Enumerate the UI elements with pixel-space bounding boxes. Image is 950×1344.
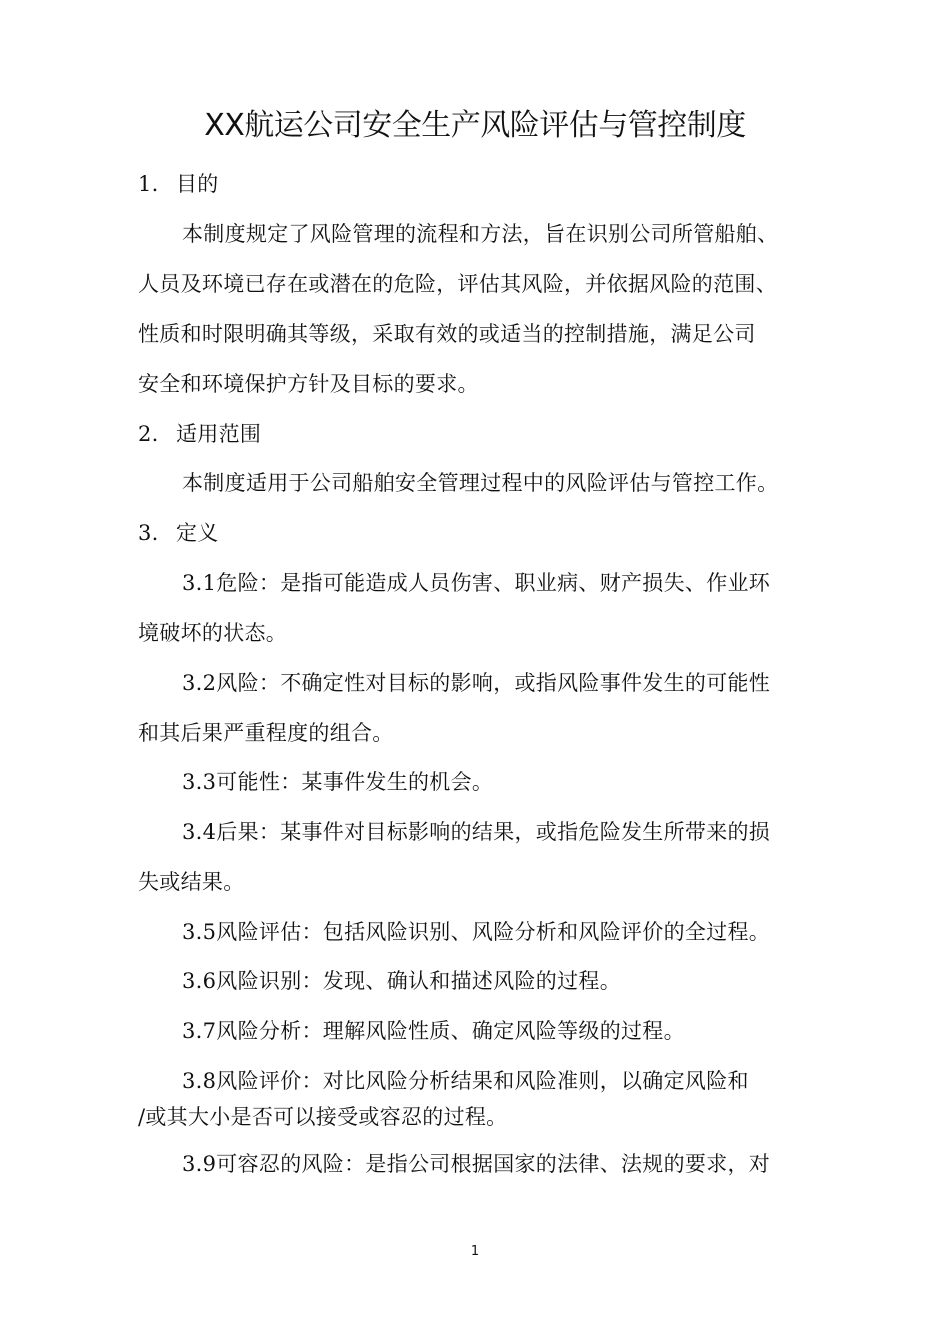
definition-line: 3.9可容忍的风险：是指公司根据国家的法律、法规的要求，对 [182,1152,771,1176]
definition-line: 3.3可能性：某事件发生的机会。 [182,770,494,794]
section-number: 2. [138,422,159,446]
definition-line: 3.5风险评估：包括风险识别、风险分析和风险评价的全过程。 [182,920,771,944]
section-heading-1 [138,168,219,200]
definition-line: 3.6风险识别：发现、确认和描述风险的过程。 [182,969,621,993]
section-title: 适用范围 [176,422,262,446]
section-title: 定义 [176,521,219,545]
section-heading-2 [138,418,261,450]
paragraph-line: 性质和时限明确其等级，采取有效的或适当的控制措施，满足公司 [138,322,756,346]
page-number: 1 [470,1244,480,1259]
paragraph-line: 人员及环境已存在或潜在的危险，评估其风险，并依据风险的范围、 [138,272,777,296]
section-title: 目的 [176,172,219,196]
definition-line: 3.4后果：某事件对目标影响的结果，或指危险发生所带来的损 [182,820,771,844]
paragraph-line: 本制度规定了风险管理的流程和方法，旨在识别公司所管船舶、 [182,222,779,246]
section-number: 3. [138,521,159,545]
definition-line: 3.2风险：不确定性对目标的影响，或指风险事件发生的可能性 [182,671,771,695]
definition-line: 3.7风险分析：理解风险性质、确定风险等级的过程。 [182,1019,685,1043]
document-title: XX航运公司安全生产风险评估与管控制度 [204,108,746,143]
definition-line: 境破坏的状态。 [138,621,288,645]
paragraph-line: 本制度适用于公司船舶安全管理过程中的风险评估与管控工作。 [182,471,779,495]
definition-line: 和其后果严重程度的组合。 [138,721,394,745]
definition-line: 3.8风险评价：对比风险分析结果和风险准则，以确定风险和 [182,1069,749,1093]
definition-line: 失或结果。 [138,870,245,894]
section-heading-3 [138,517,219,549]
paragraph-line: 安全和环境保护方针及目标的要求。 [138,372,479,396]
section-number: 1. [138,172,159,196]
definition-line: 3.1危险：是指可能造成人员伤害、职业病、财产损失、作业环 [182,571,771,595]
definition-line: /或其大小是否可以接受或容忍的过程。 [138,1105,508,1129]
